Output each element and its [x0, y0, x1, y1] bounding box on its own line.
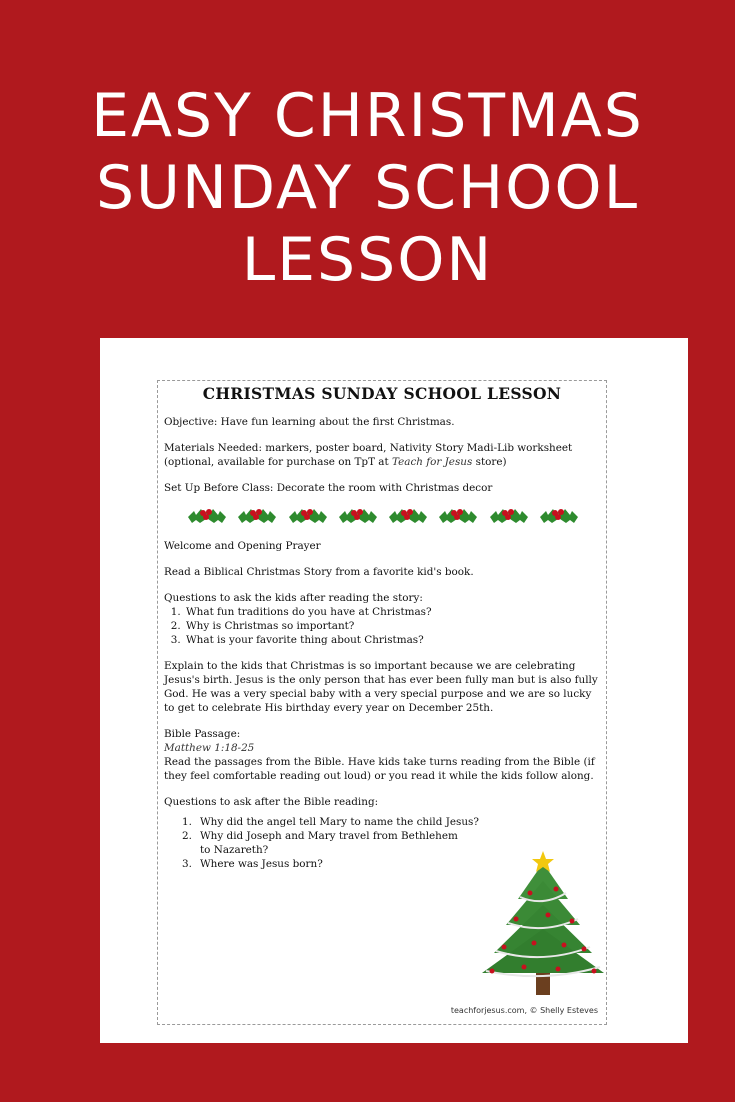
lesson-title: CHRISTMAS SUNDAY SCHOOL LESSON	[202, 384, 562, 403]
list-number: 1.	[182, 816, 192, 828]
holly-divider	[164, 501, 600, 531]
list-text: Where was Jesus born?	[200, 858, 323, 870]
explain-text: Explain to the kids that Christmas is so important because we are celebrating Jesus's birth. Jesus is the only person that has ever been fully man but is also fully God. He was a very special baby with a very special purpose and we are so lucky to get to celebrate His birthday every year on December 25th.	[164, 660, 598, 714]
materials-store: Teach for Jesus	[391, 456, 473, 468]
setup-text: Set Up Before Class: Decorate the room with Christmas decor	[164, 482, 493, 494]
list-item: 1. What fun traditions do you have at Christmas?	[184, 605, 600, 619]
headline-line-3: LESSON	[241, 225, 494, 295]
holly-icon	[488, 501, 530, 529]
list-number: 3.	[182, 858, 192, 870]
bible-reference: Matthew 1:18-25	[164, 742, 255, 754]
list-item: 3. What is your favorite thing about Christmas?	[184, 633, 600, 647]
christmas-tree-icon	[478, 849, 608, 997]
materials-line-1: Materials Needed: markers, poster board, Nativity Story Madi-Lib worksheet	[164, 442, 573, 454]
headline	[0, 80, 735, 296]
lesson-sheet	[157, 380, 607, 1025]
headline-line-1: EASY CHRISTMAS	[91, 81, 644, 151]
welcome-text: Welcome and Opening Prayer	[164, 540, 321, 552]
bible-questions-heading: Questions to ask after the Bible reading:	[164, 796, 379, 808]
list-text-continued: to Nazareth?	[200, 844, 269, 856]
materials-line-2-suffix: store)	[472, 456, 507, 468]
list-text: Why did the angel tell Mary to name the child Jesus?	[200, 816, 479, 828]
holly-icon	[387, 501, 429, 529]
bible-heading: Bible Passage:	[164, 728, 241, 740]
objective-text: Objective: Have fun learning about the first Christmas.	[164, 416, 455, 428]
holly-icon	[287, 501, 329, 529]
read-story-text: Read a Biblical Christmas Story from a favorite kid's book.	[164, 566, 474, 578]
materials-line-2-prefix: (optional, available for purchase on TpT at	[164, 456, 392, 468]
list-item	[182, 815, 600, 829]
footer-credit: teachforjesus.com, © Shelly Esteves	[450, 1006, 598, 1015]
list-item: 2. Why is Christmas so important?	[184, 619, 600, 633]
holly-icon	[236, 501, 278, 529]
holly-icon	[337, 501, 379, 529]
list-text: Why did Joseph and Mary travel from Bethlehem	[200, 830, 458, 842]
holly-icon	[186, 501, 228, 529]
holly-icon	[538, 501, 580, 529]
list-number: 2.	[182, 830, 192, 842]
lesson-card	[100, 338, 688, 1043]
questions-list	[164, 605, 600, 647]
materials-text	[164, 441, 600, 469]
holly-icon	[437, 501, 479, 529]
questions-heading: Questions to ask the kids after reading the story:	[164, 592, 423, 604]
bible-instructions: Read the passages from the Bible. Have kids take turns reading from the Bible (if they feel comfortable reading out loud) or you read it while the kids follow along.	[164, 756, 595, 782]
headline-line-2: SUNDAY SCHOOL	[95, 153, 640, 223]
